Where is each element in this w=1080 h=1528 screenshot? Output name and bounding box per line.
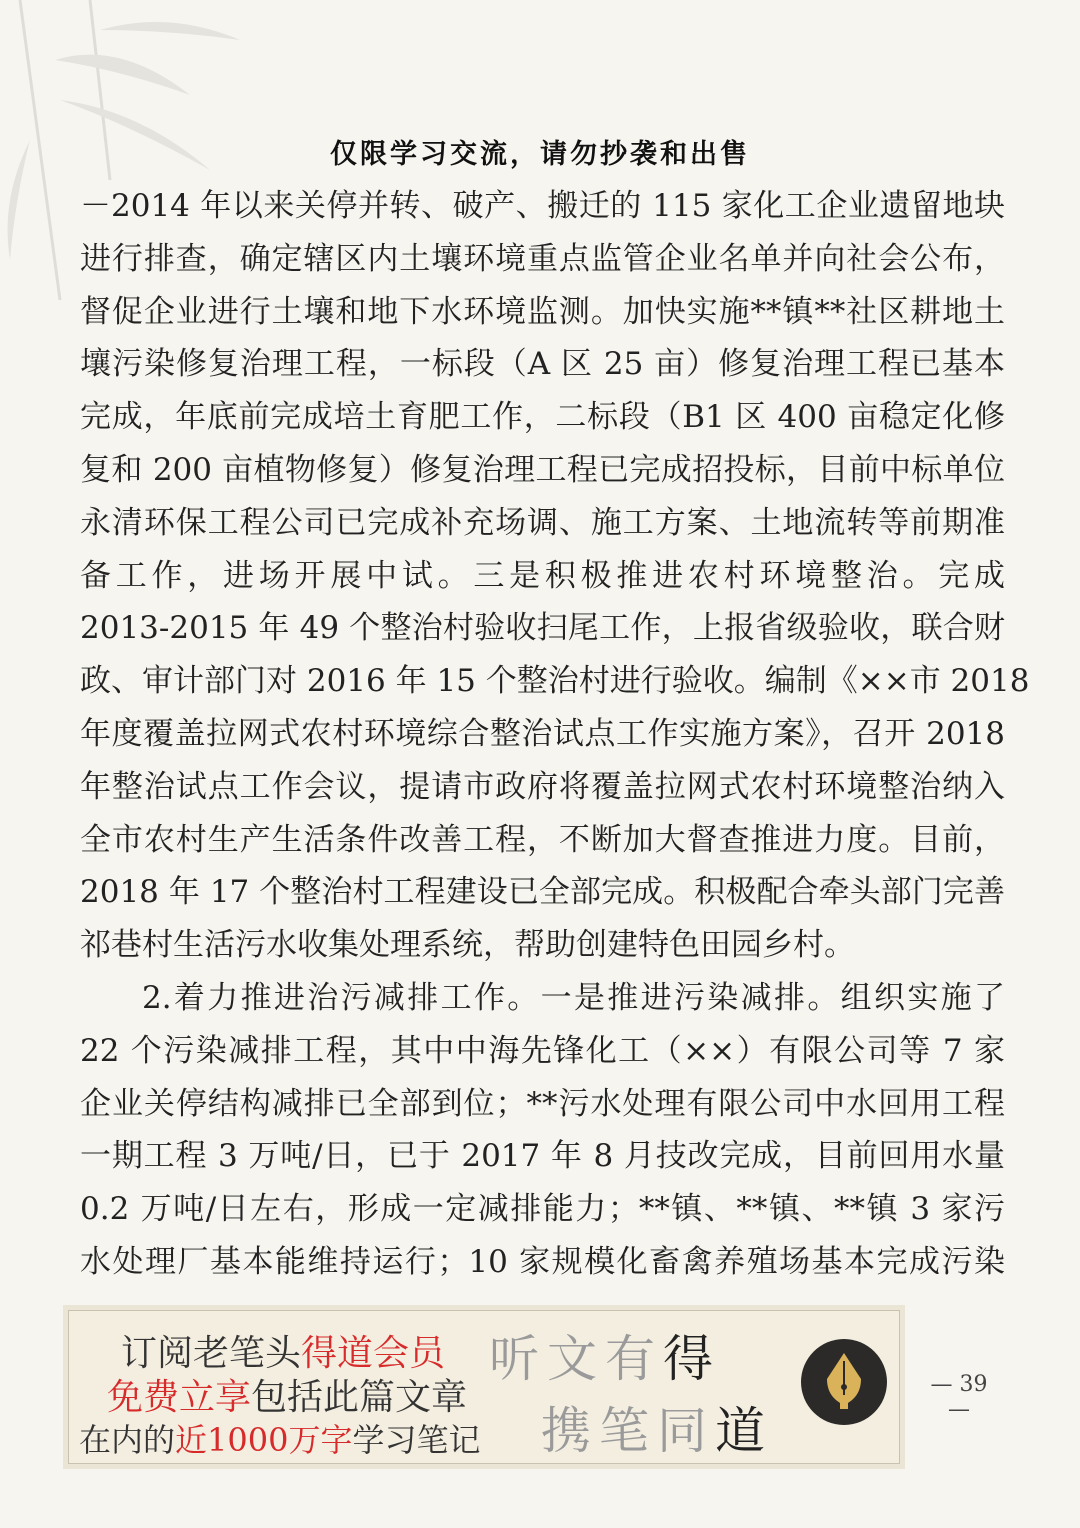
brand-slogan-bottom: 携笔同道 bbox=[541, 1402, 773, 1460]
text-line: 进行排查，确定辖区内土壤环境重点监管企业名单并向社会公布， bbox=[80, 240, 1005, 277]
brand-slogan-top: 听文有得 bbox=[489, 1330, 721, 1388]
copyright-notice: 仅限学习交流，请勿抄袭和出售 bbox=[330, 139, 750, 170]
text-line: －2014 年以来关停并转、破产、搬迁的 115 家化工企业遗留地块 bbox=[80, 188, 1005, 224]
text-line: 永清环保工程公司已完成补充场调、施工方案、土地流转等前期准 bbox=[80, 504, 1005, 541]
text-line: 2013-2015 年 49 个整治村验收扫尾工作，上报省级验收，联合财 bbox=[80, 610, 1005, 647]
banner-line-1: 订阅老笔头得道会员 bbox=[121, 1333, 446, 1374]
text-line: 企业关停结构减排已全部到位；**污水处理有限公司中水回用工程 bbox=[80, 1085, 1005, 1122]
text-line: 0.2 万吨/日左右，形成一定减排能力；**镇、**镇、**镇 3 家污 bbox=[80, 1191, 1005, 1228]
text-line: 2018 年 17 个整治村工程建设已全部完成。积极配合牵头部门完善 bbox=[80, 874, 1005, 911]
text-line: 年整治试点工作会议，提请市政府将覆盖拉网式农村环境整治纳入 bbox=[80, 768, 1005, 805]
page-number: — 39 — bbox=[930, 1372, 988, 1422]
text-line: 完成，年底前完成培土育肥工作，二标段（B1 区 400 亩稳定化修 bbox=[80, 399, 1005, 436]
subscription-banner[interactable] bbox=[68, 1310, 900, 1464]
text-line: 祁巷村生活污水收集处理系统，帮助创建特色田园乡村。 bbox=[80, 927, 855, 964]
text-line: 全市农村生产生活条件改善工程，不断加大督查推进力度。目前， bbox=[80, 821, 1005, 858]
text-line: 22 个污染减排工程，其中中海先锋化工（××）有限公司等 7 家 bbox=[80, 1032, 1005, 1069]
text-line: 备工作，进场开展中试。三是积极推进农村环境整治。完成 bbox=[80, 557, 1005, 594]
text-line: 一期工程 3 万吨/日，已于 2017 年 8 月技改完成，目前回用水量 bbox=[80, 1138, 1005, 1175]
text-line: 政、审计部门对 2016 年 15 个整治村进行验收。编制《××市 2018 bbox=[80, 663, 1030, 700]
banner-line-2: 免费立享包括此篇文章 bbox=[107, 1377, 468, 1418]
fountain-pen-nib-icon bbox=[801, 1339, 887, 1425]
text-line: 壤污染修复治理工程，一标段（A 区 25 亩）修复治理工程已基本 bbox=[80, 346, 1005, 383]
text-line: 2.着力推进治污减排工作。一是推进污染减排。组织实施了 bbox=[142, 979, 1005, 1016]
body-text bbox=[80, 180, 1030, 1289]
text-line: 督促企业进行土壤和地下水环境监测。加快实施**镇**社区耕地土 bbox=[80, 293, 1005, 330]
text-line: 复和 200 亩植物修复）修复治理工程已完成招投标，目前中标单位 bbox=[80, 451, 1005, 488]
banner-line-3: 在内的近1000万字学习笔记 bbox=[79, 1421, 481, 1459]
text-line: 水处理厂基本能维持运行；10 家规模化畜禽养殖场基本完成污染 bbox=[80, 1243, 1005, 1280]
text-line: 年度覆盖拉网式农村环境综合整治试点工作实施方案》，召开 2018 bbox=[80, 715, 1005, 752]
